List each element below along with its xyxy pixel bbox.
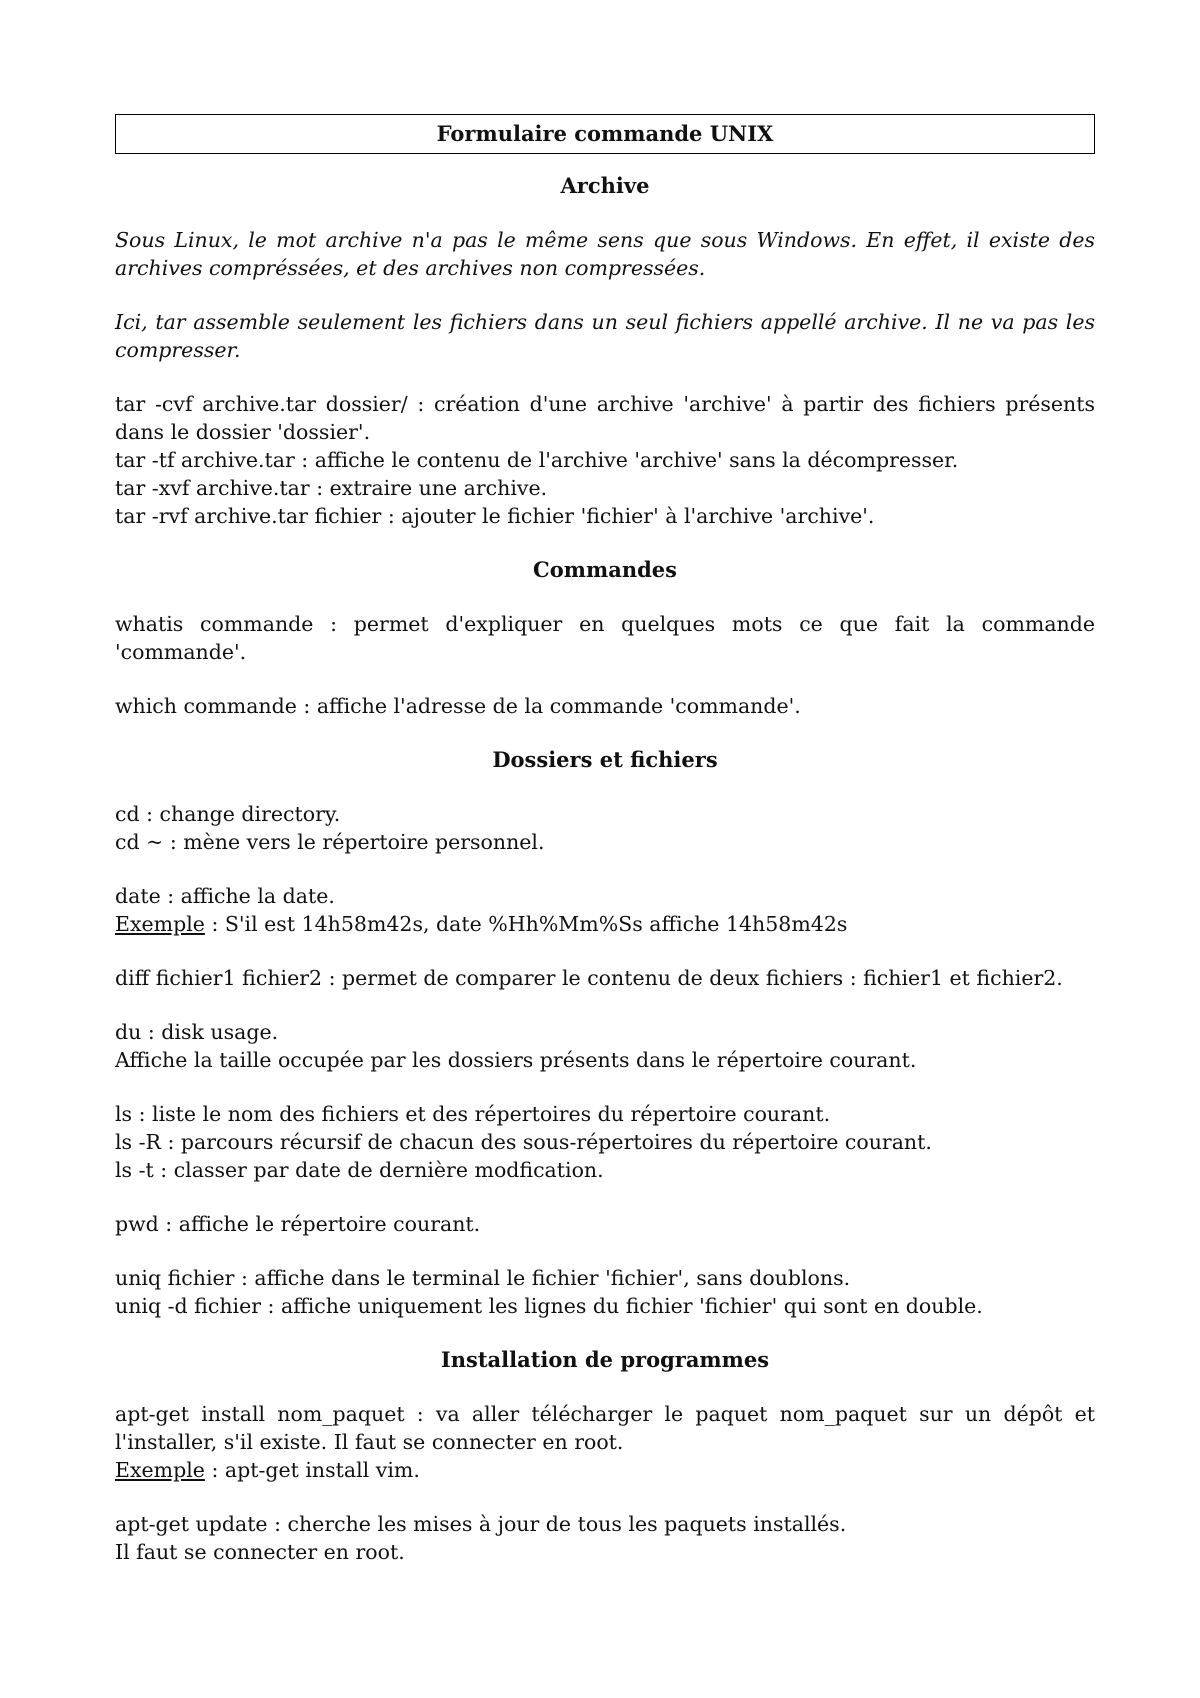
section-heading-dossiers: Dossiers et fichiers: [492, 747, 718, 772]
du-line: du : disk usage.: [115, 1020, 279, 1044]
exemple-label: Exemple: [115, 912, 205, 936]
date-line: date : affiche la date.: [115, 884, 335, 908]
document-page: [115, 114, 1095, 1592]
tar-xvf-line: tar -xvf archive.tar : extraire une archive.: [115, 476, 548, 500]
section-heading-installation: Installation de programmes: [440, 1347, 770, 1372]
diff-line: diff fichier1 fichier2 : permet de comparer le contenu de deux fichiers : fichier1 et fichier2.: [115, 966, 1063, 990]
tar-rvf-line: tar -rvf archive.tar fichier : ajouter le fichier 'fichier' à l'archive 'archive'.: [115, 504, 875, 528]
apt-install-line: apt-get install nom_paquet : va aller télécharger le paquet nom_paquet sur un dépôt et l'installer, s'il existe. Il faut se connecter en root.: [115, 1402, 1095, 1454]
date-block: [115, 882, 1095, 938]
whatis-line: whatis commande : permet d'expliquer en quelques mots ce que fait la commande 'commande'.: [115, 612, 1095, 664]
date-example-text: : S'il est 14h58m42s, date %Hh%Mm%Ss affiche 14h58m42s: [204, 912, 848, 936]
archive-commands: [115, 390, 1095, 530]
cd-home-line: cd ~ : mène vers le répertoire personnel.: [115, 830, 545, 854]
uniq-d-line: uniq -d fichier : affiche uniquement les lignes du fichier 'fichier' qui sont en double.: [115, 1294, 983, 1318]
tar-tf-line: tar -tf archive.tar : affiche le contenu de l'archive 'archive' sans la décompresser.: [115, 448, 959, 472]
apt-update-note-line: Il faut se connecter en root.: [115, 1540, 405, 1564]
uniq-line: uniq fichier : affiche dans le terminal le fichier 'fichier', sans doublons.: [115, 1266, 851, 1290]
pwd-line: pwd : affiche le répertoire courant.: [115, 1212, 481, 1236]
apt-install-example-text: : apt-get install vim.: [204, 1458, 420, 1482]
ls-line: ls : liste le nom des fichiers et des répertoires du répertoire courant.: [115, 1102, 831, 1126]
archive-intro-2: Ici, tar assemble seulement les fichiers dans un seul fichiers appellé archive. Il ne va pas les compresser.: [115, 310, 1095, 362]
du-desc-line: Affiche la taille occupée par les dossiers présents dans le répertoire courant.: [115, 1048, 917, 1072]
apt-install-example-line: [115, 1456, 1095, 1484]
apt-update-block: [115, 1510, 1095, 1566]
which-line: which commande : affiche l'adresse de la commande 'commande'.: [115, 694, 801, 718]
ls-r-line: ls -R : parcours récursif de chacun des sous-répertoires du répertoire courant.: [115, 1130, 932, 1154]
exemple-label: Exemple: [115, 1458, 205, 1482]
archive-intro-1: Sous Linux, le mot archive n'a pas le même sens que sous Windows. En effet, il existe des archives compréssées, et des archives non compressées.: [115, 228, 1095, 280]
apt-update-line: apt-get update : cherche les mises à jour de tous les paquets installés.: [115, 1512, 847, 1536]
apt-install-block: [115, 1400, 1095, 1484]
cd-block: [115, 800, 1095, 856]
tar-cvf-line: tar -cvf archive.tar dossier/ : création d'une archive 'archive' à partir des fichiers présents dans le dossier 'dossier'.: [115, 392, 1095, 444]
uniq-block: [115, 1264, 1095, 1320]
ls-block: [115, 1100, 1095, 1184]
section-heading-commandes: Commandes: [533, 557, 677, 582]
ls-t-line: ls -t : classer par date de dernière modfication.: [115, 1158, 604, 1182]
cd-line: cd : change directory.: [115, 802, 341, 826]
du-block: [115, 1018, 1095, 1074]
date-example-line: [115, 910, 1095, 938]
section-heading-archive: Archive: [560, 173, 650, 198]
document-title: Formulaire commande UNIX: [115, 114, 1095, 154]
